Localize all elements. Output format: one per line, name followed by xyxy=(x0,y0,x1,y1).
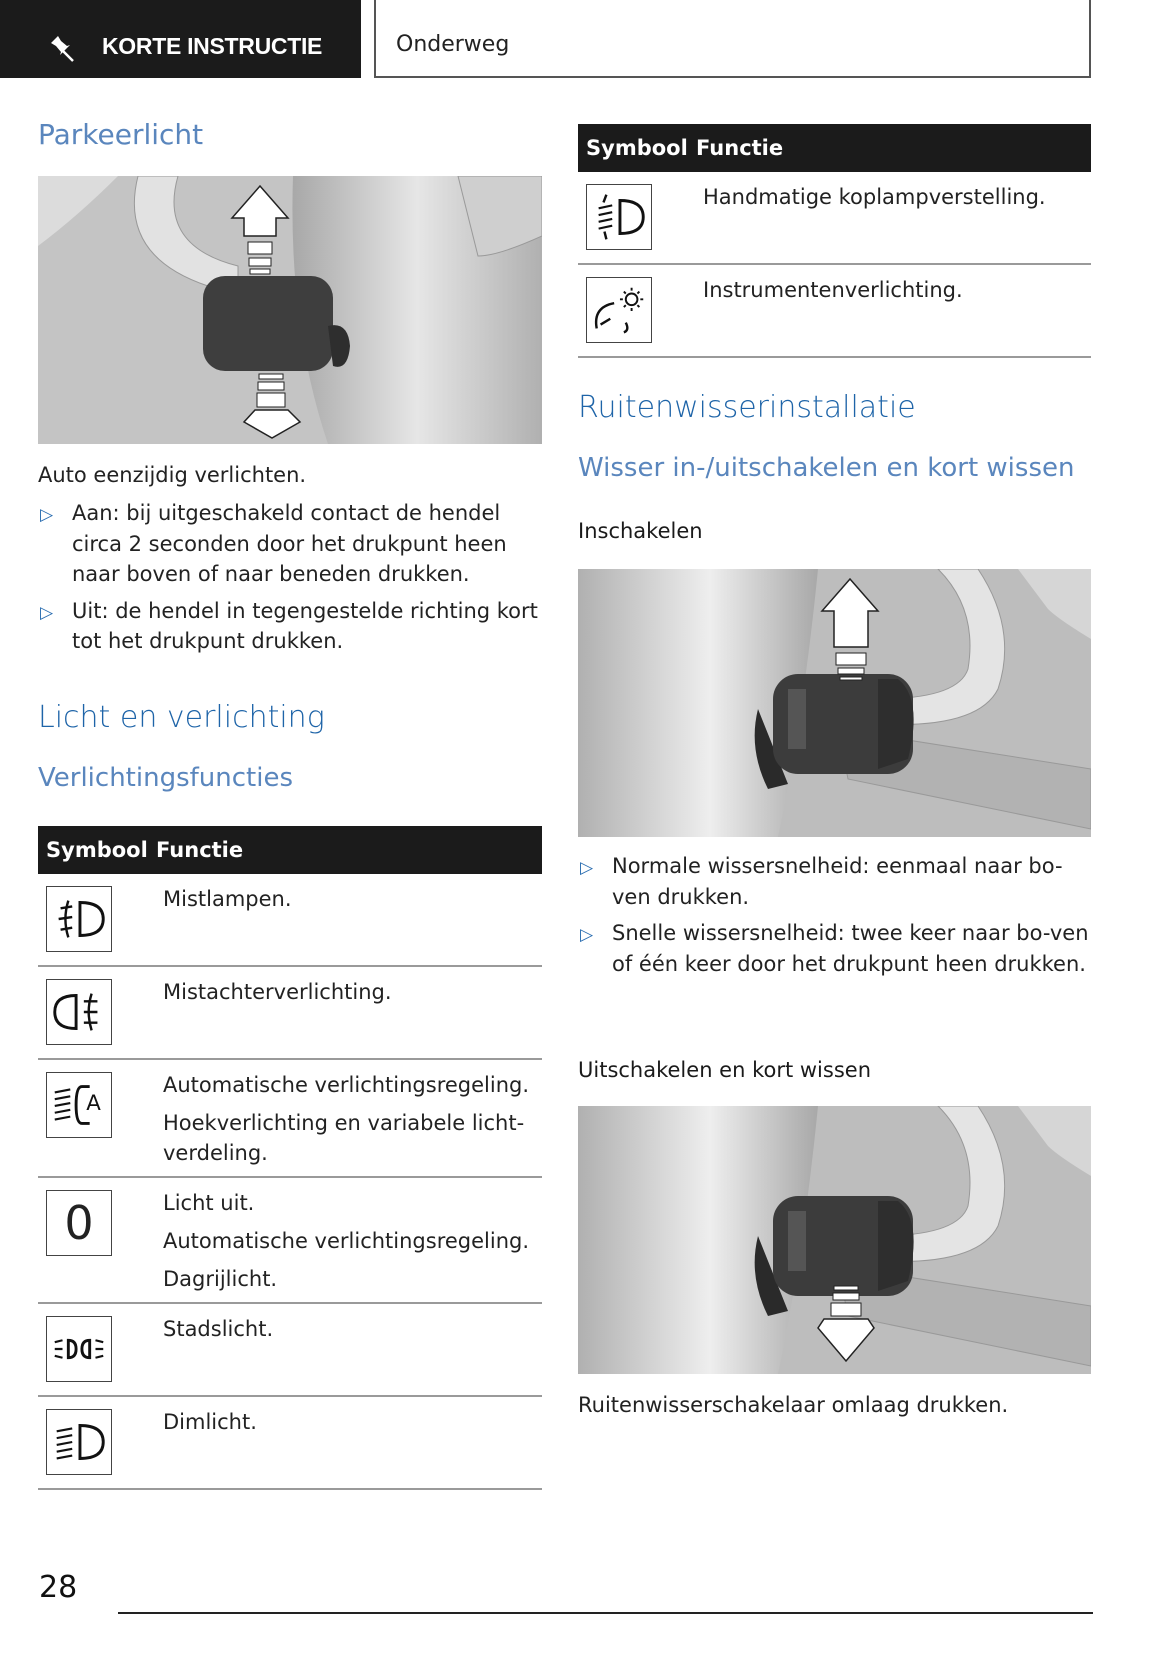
parking-light-icon xyxy=(46,1316,112,1382)
lighting-functions-table-continued xyxy=(578,124,1091,358)
wisser-subheading: Wisser in-/uitschakelen en kort wissen xyxy=(578,453,1075,483)
parkeerlicht-intro: Auto eenzijdig verlichten. xyxy=(38,463,307,487)
uitschakelen-caption: Ruitenwisserschakelaar omlaag drukken. xyxy=(578,1393,1009,1417)
function-text: Automatische verlichtingsregeling. xyxy=(163,1229,530,1253)
function-text: Dagrijlicht. xyxy=(163,1267,278,1291)
table-header xyxy=(578,124,1091,172)
instrument-lighting-icon xyxy=(586,277,652,343)
column-header-function: Functie xyxy=(156,838,244,862)
page-number: 28 xyxy=(39,1570,78,1605)
auto-headlight-icon xyxy=(46,1072,112,1138)
bullet-triangle-icon: ▷ xyxy=(580,858,594,878)
table-row xyxy=(38,1304,542,1397)
function-text: Stadslicht. xyxy=(163,1317,274,1341)
bullet-item: ▷ Snelle wissersnelheid: twee keer naar bo-ven of één keer door het drukpunt heen drukken. xyxy=(580,921,1089,976)
uitschakelen-illustration xyxy=(578,1106,1091,1374)
function-text: Dimlicht. xyxy=(163,1410,257,1434)
bullet-item: ▷ Normale wissersnelheid: eenmaal naar bo-ven drukken. xyxy=(580,854,1063,909)
low-beam-icon xyxy=(46,1409,112,1475)
parkeerlicht-bullets xyxy=(38,498,548,663)
bullet-triangle-icon: ▷ xyxy=(580,925,594,945)
table-row xyxy=(38,1397,542,1490)
licht-heading: Licht en verlichting xyxy=(38,700,325,735)
svg-text:A: A xyxy=(86,1090,101,1116)
table-row xyxy=(38,967,542,1060)
ruitenwisser-heading: Ruitenwisserinstallatie xyxy=(578,390,916,425)
breadcrumb-box xyxy=(374,0,1091,78)
wiper-lever-up-illustration xyxy=(578,569,1091,837)
function-text: Instrumentenverlichting. xyxy=(703,278,963,302)
bullet-triangle-icon: ▷ xyxy=(40,602,54,623)
column-header-symbol: Symbool xyxy=(46,838,148,862)
function-text: Hoekverlichting en variabele licht-verdeling. xyxy=(163,1111,525,1165)
section-label: KORTE INSTRUCTIE xyxy=(102,33,323,59)
column-header-symbol: Symbool xyxy=(586,136,688,160)
inschakelen-bullets xyxy=(578,851,1098,985)
function-text: Mistachterverlichting. xyxy=(163,980,392,1004)
table-row xyxy=(578,265,1091,358)
inschakelen-heading: Inschakelen xyxy=(578,519,703,543)
parkeerlicht-heading: Parkeerlicht xyxy=(38,118,204,151)
bullet-triangle-icon: ▷ xyxy=(40,505,54,525)
table-row xyxy=(578,172,1091,265)
table-row xyxy=(38,1060,542,1178)
function-text: Licht uit. xyxy=(163,1191,255,1215)
uitschakelen-heading: Uitschakelen en kort wissen xyxy=(578,1058,872,1082)
table-header xyxy=(38,826,542,874)
lighting-functions-table xyxy=(38,826,542,1490)
footer-divider xyxy=(118,1612,1093,1614)
headlight-range-control-icon xyxy=(586,184,652,250)
bullet-item: ▷ Aan: bij uitgeschakeld contact de hendel circa 2 seconden door het drukpunt heen naar boven of naar beneden drukken. xyxy=(40,501,507,586)
function-text: Handmatige koplampverstelling. xyxy=(703,185,1046,209)
pushpin-icon xyxy=(48,34,76,62)
function-text: Automatische verlichtingsregeling. xyxy=(163,1073,530,1097)
lever-up-down-illustration xyxy=(38,176,542,444)
column-header-function: Functie xyxy=(696,136,784,160)
section-header-tab xyxy=(0,0,361,78)
function-text: Mistlampen. xyxy=(163,887,292,911)
lights-off-icon: 0 xyxy=(46,1190,112,1256)
table-row xyxy=(38,874,542,967)
parkeerlicht-illustration xyxy=(38,176,542,444)
bullet-item: ▷ Uit: de hendel in tegengestelde richting kort tot het drukpunt drukken. xyxy=(40,598,538,653)
wiper-lever-down-illustration xyxy=(578,1106,1091,1374)
inschakelen-illustration xyxy=(578,569,1091,837)
rear-fog-light-icon xyxy=(46,979,112,1045)
verlichtingsfuncties-heading: Verlichtingsfuncties xyxy=(38,763,293,793)
table-row xyxy=(38,1178,542,1304)
front-fog-light-icon xyxy=(46,886,112,952)
breadcrumb: Onderweg xyxy=(396,32,510,57)
